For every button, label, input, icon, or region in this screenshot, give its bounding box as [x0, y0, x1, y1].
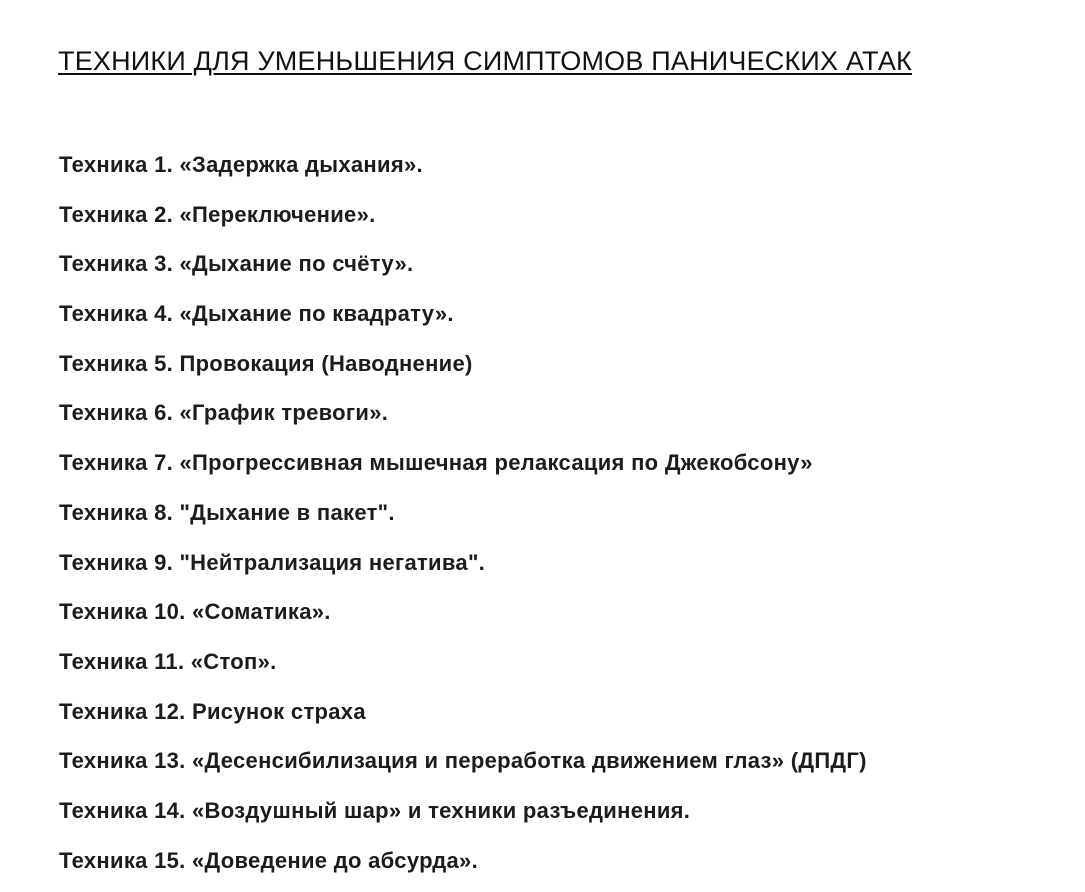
page-title: ТЕХНИКИ ДЛЯ УМЕНЬШЕНИЯ СИМПТОМОВ ПАНИЧЕСКИХ АТАК — [58, 46, 912, 76]
technique-item-1: Техника 1. «Задержка дыхания». — [59, 152, 423, 177]
technique-item-10: Техника 10. «Соматика». — [59, 599, 331, 625]
technique-item-6: Техника 6. «График тревоги». — [59, 400, 389, 426]
technique-item-2: Техника 2. «Переключение». — [59, 201, 376, 227]
technique-item-14: Техника 14. «Воздушный шар» и техники разъединения. — [59, 797, 691, 823]
technique-item-15: Техника 15. «Доведение до абсурда». — [59, 847, 479, 873]
technique-list — [59, 147, 867, 892]
technique-item-5: Техника 5. Провокация (Наводнение) — [59, 350, 473, 376]
technique-item-9: Техника 9. "Нейтрализация негатива". — [59, 549, 486, 575]
technique-item-7: Техника 7. «Прогрессивная мышечная релаксация по Джекобсону» — [59, 450, 813, 476]
technique-item-13: Техника 13. «Десенсибилизация и переработка движением глаз» (ДПДГ) — [59, 748, 867, 774]
technique-item-11: Техника 11. «Стоп». — [59, 648, 277, 674]
technique-item-8: Техника 8. "Дыхание в пакет". — [59, 499, 395, 525]
technique-item-3: Техника 3. «Дыхание по счёту». — [59, 251, 414, 277]
technique-item-4: Техника 4. «Дыхание по квадрату». — [59, 301, 454, 327]
technique-item-12: Техника 12. Рисунок страха — [59, 698, 366, 724]
